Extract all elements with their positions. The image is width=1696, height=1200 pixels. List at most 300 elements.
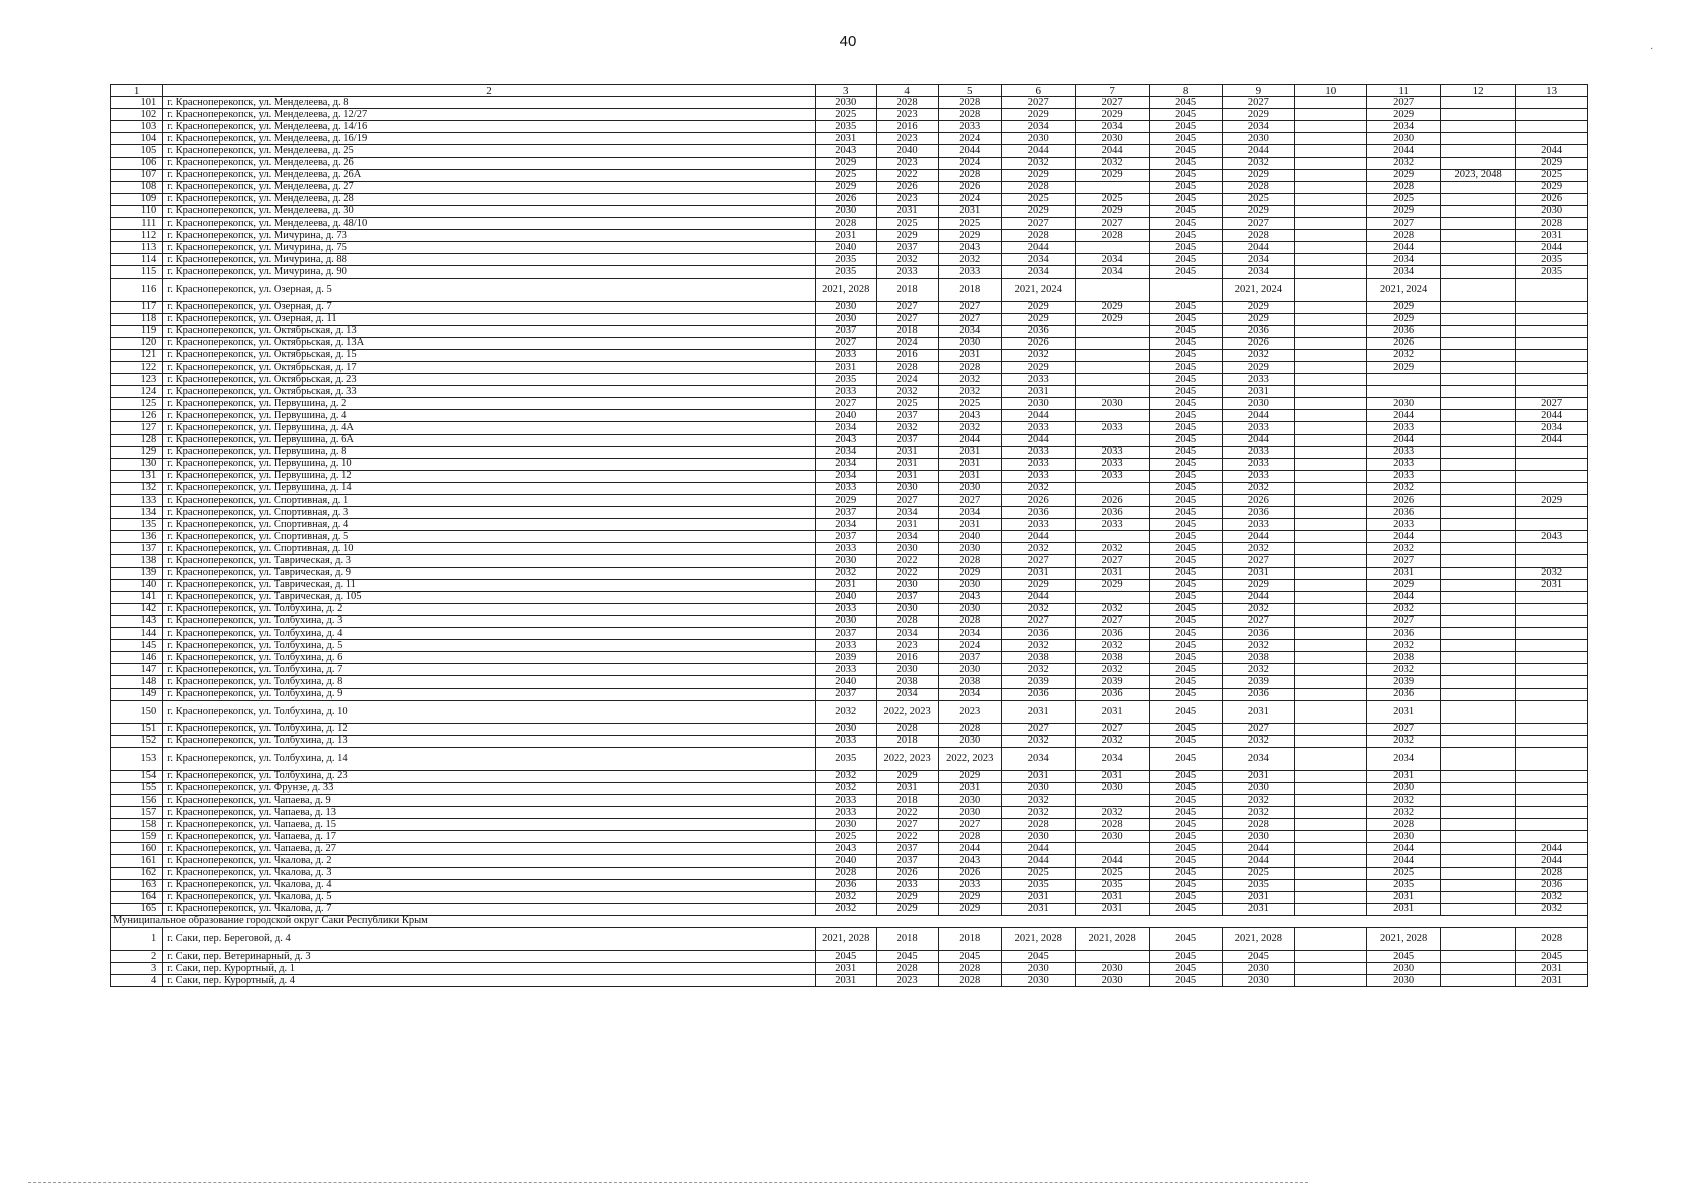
year-cell: 2028 [1222,181,1295,193]
year-cell [1075,794,1149,806]
year-cell: 2030 [1222,398,1295,410]
address-cell: г. Красноперекопск, ул. Толбухина, д. 8 [163,676,816,688]
year-cell: 2022 [876,169,938,181]
year-cell: 2032 [938,254,1001,266]
year-cell: 2034 [815,470,876,482]
year-cell [1075,181,1149,193]
year-cell: 2032 [1001,640,1075,652]
year-cell [1295,843,1367,855]
year-cell [1441,879,1516,891]
year-cell: 2032 [1001,794,1075,806]
table-row [111,145,1588,157]
address-cell: г. Красноперекопск, ул. Толбухина, д. 10 [163,700,816,723]
year-cell: 2038 [1367,652,1441,664]
year-cell: 2032 [1367,794,1441,806]
year-cell: 2033 [938,266,1001,278]
address-cell: г. Красноперекопск, ул. Октябрьская, д. 13 [163,325,816,337]
year-cell: 2040 [938,531,1001,543]
row-number: 162 [111,867,163,879]
year-cell: 2029 [1001,109,1075,121]
row-number: 110 [111,205,163,217]
year-cell: 2030 [938,603,1001,615]
year-cell: 2032 [1001,664,1075,676]
year-cell: 2031 [815,133,876,145]
year-cell [1441,652,1516,664]
year-cell: 2032 [1001,157,1075,169]
year-cell: 2045 [1149,603,1222,615]
table-row [111,519,1588,531]
year-cell [1149,278,1222,301]
year-cell [1441,254,1516,266]
table-row [111,591,1588,603]
row-number: 154 [111,770,163,782]
year-cell [1295,361,1367,373]
year-cell: 2029 [1075,301,1149,313]
table-row [111,676,1588,688]
year-cell: 2035 [1001,879,1075,891]
year-cell: 2032 [1516,567,1588,579]
year-cell: 2032 [938,422,1001,434]
year-cell: 2044 [1516,843,1588,855]
year-cell [1516,782,1588,794]
year-cell [1516,278,1588,301]
year-cell: 2029 [1001,205,1075,217]
year-cell [1295,664,1367,676]
year-cell: 2021, 2028 [1075,928,1149,951]
year-cell [1516,770,1588,782]
table-row [111,458,1588,470]
year-cell: 2030 [876,543,938,555]
year-cell: 2037 [815,688,876,700]
year-cell [1441,831,1516,843]
year-cell: 2031 [876,470,938,482]
year-cell [1516,458,1588,470]
year-cell [1295,700,1367,723]
year-cell: 2043 [938,591,1001,603]
year-cell: 2035 [1367,879,1441,891]
year-cell [1295,482,1367,494]
year-cell: 2032 [815,891,876,903]
year-cell [1295,963,1367,975]
year-cell: 2037 [876,410,938,422]
row-number: 115 [111,266,163,278]
year-cell: 2043 [815,843,876,855]
year-cell [1295,507,1367,519]
table-row [111,579,1588,591]
address-cell: г. Красноперекопск, ул. Первушина, д. 12 [163,470,816,482]
year-cell [1295,313,1367,325]
row-number: 109 [111,193,163,205]
year-cell: 2040 [815,242,876,254]
year-cell [1441,603,1516,615]
year-cell: 2032 [938,374,1001,386]
year-cell: 2035 [815,374,876,386]
year-cell: 2021, 2024 [1222,278,1295,301]
year-cell: 2021, 2028 [815,278,876,301]
year-cell: 2026 [1367,337,1441,349]
year-cell: 2025 [1367,867,1441,879]
row-number: 161 [111,855,163,867]
table-row [111,218,1588,230]
year-cell: 2031 [1367,903,1441,915]
year-cell: 2034 [876,688,938,700]
row-number: 111 [111,218,163,230]
year-cell: 2028 [1001,819,1075,831]
year-cell [1075,843,1149,855]
year-cell: 2045 [1149,794,1222,806]
row-number: 143 [111,615,163,627]
year-cell: 2028 [1001,230,1075,242]
address-cell: г. Красноперекопск, ул. Менделеева, д. 27 [163,181,816,193]
year-cell: 2044 [1367,591,1441,603]
year-cell: 2027 [938,301,1001,313]
table-row [111,301,1588,313]
year-cell: 2029 [1001,579,1075,591]
year-cell [1075,951,1149,963]
table-row [111,928,1588,951]
year-cell: 2028 [938,615,1001,627]
year-cell: 2030 [1516,205,1588,217]
year-cell: 2037 [815,628,876,640]
year-cell: 2025 [1001,867,1075,879]
year-cell: 2031 [1367,567,1441,579]
column-header: 5 [938,85,1001,97]
year-cell: 2026 [1001,337,1075,349]
year-cell: 2033 [815,794,876,806]
address-cell: г. Красноперекопск, ул. Менделеева, д. 25 [163,145,816,157]
year-cell [1441,579,1516,591]
year-cell: 2034 [815,446,876,458]
address-cell: г. Саки, пер. Курортный, д. 4 [163,975,816,987]
year-cell [1075,242,1149,254]
year-cell: 2029 [1001,169,1075,181]
year-cell: 2030 [938,579,1001,591]
year-cell: 2032 [1075,664,1149,676]
year-cell: 2026 [1222,495,1295,507]
column-header: 8 [1149,85,1222,97]
table-row [111,266,1588,278]
year-cell: 2021, 2024 [1367,278,1441,301]
address-cell: г. Красноперекопск, ул. Октябрьская, д. 13А [163,337,816,349]
year-cell: 2031 [876,519,938,531]
year-cell: 2030 [938,482,1001,494]
year-cell: 2036 [1001,507,1075,519]
scan-footer-line [28,1182,1308,1183]
address-cell: г. Красноперекопск, ул. Менделеева, д. 48/10 [163,218,816,230]
year-cell [1516,807,1588,819]
year-cell: 2027 [938,495,1001,507]
year-cell [1295,193,1367,205]
year-cell: 2045 [1149,664,1222,676]
year-cell [1295,855,1367,867]
year-cell: 2028 [815,867,876,879]
year-cell: 2032 [938,386,1001,398]
row-number: 133 [111,495,163,507]
year-cell: 2045 [1149,254,1222,266]
row-number: 128 [111,434,163,446]
year-cell [1516,482,1588,494]
year-cell: 2044 [1367,145,1441,157]
year-cell: 2045 [1149,242,1222,254]
year-cell [1441,664,1516,676]
year-cell: 2033 [1001,446,1075,458]
year-cell: 2039 [815,652,876,664]
column-header: 1 [111,85,163,97]
year-cell: 2026 [938,181,1001,193]
year-cell: 2035 [1516,266,1588,278]
year-cell: 2032 [815,903,876,915]
year-cell [1516,555,1588,567]
year-cell: 2029 [1367,301,1441,313]
year-cell: 2031 [1001,386,1075,398]
year-cell: 2045 [1001,951,1075,963]
table-row [111,422,1588,434]
address-cell: г. Красноперекопск, ул. Первушина, д. 10 [163,458,816,470]
year-cell: 2045 [1149,349,1222,361]
year-cell: 2044 [1222,242,1295,254]
year-cell: 2038 [1075,652,1149,664]
year-cell [1516,301,1588,313]
year-cell: 2032 [1075,735,1149,747]
year-cell [1441,543,1516,555]
year-cell: 2030 [876,579,938,591]
year-cell: 2018 [938,928,1001,951]
year-cell: 2033 [1075,422,1149,434]
year-cell: 2024 [938,133,1001,145]
year-cell [1295,628,1367,640]
year-cell [1441,747,1516,770]
column-header: 2 [163,85,816,97]
year-cell: 2028 [938,169,1001,181]
year-cell [1441,434,1516,446]
year-cell: 2030 [1075,133,1149,145]
year-cell: 2032 [1001,482,1075,494]
year-cell: 2030 [815,615,876,627]
year-cell: 2033 [815,664,876,676]
year-cell [1295,230,1367,242]
year-cell [1516,794,1588,806]
year-cell [1516,313,1588,325]
year-cell: 2044 [938,434,1001,446]
address-cell: г. Красноперекопск, ул. Толбухина, д. 2 [163,603,816,615]
year-cell: 2029 [1367,579,1441,591]
year-cell [1295,205,1367,217]
year-cell [1516,325,1588,337]
year-cell: 2026 [1001,495,1075,507]
year-cell: 2028 [1516,928,1588,951]
address-cell: г. Красноперекопск, ул. Озерная, д. 5 [163,278,816,301]
year-cell: 2029 [1001,361,1075,373]
year-cell [1516,337,1588,349]
year-cell: 2029 [1222,205,1295,217]
row-number: 155 [111,782,163,794]
year-cell: 2033 [1001,374,1075,386]
year-cell: 2032 [1222,157,1295,169]
year-cell: 2027 [1001,97,1075,109]
year-cell [1516,664,1588,676]
year-cell: 2034 [1367,266,1441,278]
year-cell: 2044 [1222,145,1295,157]
year-cell [1295,928,1367,951]
table-row [111,361,1588,373]
year-cell [1441,555,1516,567]
year-cell [1441,230,1516,242]
year-cell: 2045 [1149,458,1222,470]
row-number: 130 [111,458,163,470]
year-cell [1516,386,1588,398]
year-cell [1295,470,1367,482]
row-number: 121 [111,349,163,361]
year-cell: 2030 [938,735,1001,747]
year-cell [1516,446,1588,458]
table-row [111,374,1588,386]
year-cell: 2033 [815,349,876,361]
year-cell: 2028 [1516,218,1588,230]
year-cell: 2045 [938,951,1001,963]
address-cell: г. Красноперекопск, ул. Первушина, д. 2 [163,398,816,410]
year-cell: 2032 [1001,735,1075,747]
address-cell: г. Красноперекопск, ул. Первушина, д. 8 [163,446,816,458]
year-cell: 2023 [876,640,938,652]
table-row [111,157,1588,169]
address-cell: г. Красноперекопск, ул. Чкалова, д. 3 [163,867,816,879]
year-cell [1295,567,1367,579]
year-cell: 2045 [1222,951,1295,963]
year-cell: 2029 [815,495,876,507]
year-cell: 2031 [1075,903,1149,915]
year-cell: 2034 [876,507,938,519]
year-cell: 2023 [938,700,1001,723]
table-row [111,434,1588,446]
year-cell [1441,782,1516,794]
year-cell: 2045 [1149,676,1222,688]
year-cell: 2045 [1149,975,1222,987]
year-cell [1441,205,1516,217]
year-cell: 2027 [1222,97,1295,109]
year-cell: 2045 [1149,218,1222,230]
year-cell [1441,181,1516,193]
year-cell: 2025 [815,831,876,843]
table-row [111,567,1588,579]
year-cell: 2030 [1367,782,1441,794]
row-number: 140 [111,579,163,591]
table-row [111,531,1588,543]
row-number: 163 [111,879,163,891]
year-cell: 2045 [876,951,938,963]
year-cell: 2029 [1075,579,1149,591]
year-cell: 2031 [1367,891,1441,903]
year-cell [1516,628,1588,640]
year-cell [1295,770,1367,782]
year-cell: 2033 [938,879,1001,891]
year-cell: 2030 [876,664,938,676]
year-cell [1075,434,1149,446]
address-cell: г. Красноперекопск, ул. Менделеева, д. 12/27 [163,109,816,121]
year-cell [1295,422,1367,434]
row-number: 105 [111,145,163,157]
year-cell: 2044 [1516,145,1588,157]
row-number: 4 [111,975,163,987]
year-cell: 2016 [876,349,938,361]
year-cell [1516,747,1588,770]
address-cell: г. Красноперекопск, ул. Спортивная, д. 4 [163,519,816,531]
year-cell: 2043 [938,410,1001,422]
address-cell: г. Красноперекопск, ул. Чкалова, д. 5 [163,891,816,903]
year-cell [1441,975,1516,987]
year-cell: 2034 [1516,422,1588,434]
year-cell: 2028 [1516,867,1588,879]
row-number: 106 [111,157,163,169]
year-cell: 2032 [1222,603,1295,615]
year-cell: 2029 [1222,579,1295,591]
year-cell [1295,831,1367,843]
table-row [111,831,1588,843]
year-cell: 2032 [1075,807,1149,819]
year-cell: 2045 [1149,963,1222,975]
year-cell [1441,109,1516,121]
year-cell [1295,807,1367,819]
year-cell: 2023 [876,975,938,987]
table-row [111,133,1588,145]
year-cell [1516,97,1588,109]
year-cell: 2027 [1516,398,1588,410]
year-cell: 2034 [1367,254,1441,266]
column-header: 6 [1001,85,1075,97]
year-cell [1295,591,1367,603]
row-number: 147 [111,664,163,676]
address-cell: г. Красноперекопск, ул. Мичурина, д. 90 [163,266,816,278]
row-number: 119 [111,325,163,337]
year-cell: 2031 [1001,891,1075,903]
year-cell: 2027 [1001,218,1075,230]
year-cell: 2045 [1149,855,1222,867]
year-cell: 2031 [815,963,876,975]
year-cell: 2031 [938,446,1001,458]
table-row [111,278,1588,301]
row-number: 112 [111,230,163,242]
year-cell: 2045 [1149,531,1222,543]
year-cell: 2037 [876,855,938,867]
year-cell: 2045 [1149,446,1222,458]
year-cell [1441,928,1516,951]
year-cell [1441,325,1516,337]
year-cell [1441,301,1516,313]
year-cell: 2027 [1367,723,1441,735]
year-cell: 2039 [1222,676,1295,688]
row-number: 127 [111,422,163,434]
year-cell [1295,676,1367,688]
year-cell [1441,145,1516,157]
row-number: 165 [111,903,163,915]
year-cell: 2024 [876,374,938,386]
year-cell: 2040 [815,591,876,603]
year-cell: 2040 [815,855,876,867]
year-cell: 2031 [1222,770,1295,782]
year-cell [1441,482,1516,494]
row-number: 135 [111,519,163,531]
year-cell: 2029 [1516,181,1588,193]
year-cell [1441,422,1516,434]
year-cell: 2030 [815,301,876,313]
year-cell: 2018 [876,794,938,806]
year-cell: 2037 [938,652,1001,664]
year-cell [1516,735,1588,747]
year-cell: 2044 [1001,434,1075,446]
year-cell: 2044 [1367,242,1441,254]
year-cell: 2036 [1001,688,1075,700]
year-cell: 2030 [1075,782,1149,794]
year-cell: 2029 [1222,109,1295,121]
